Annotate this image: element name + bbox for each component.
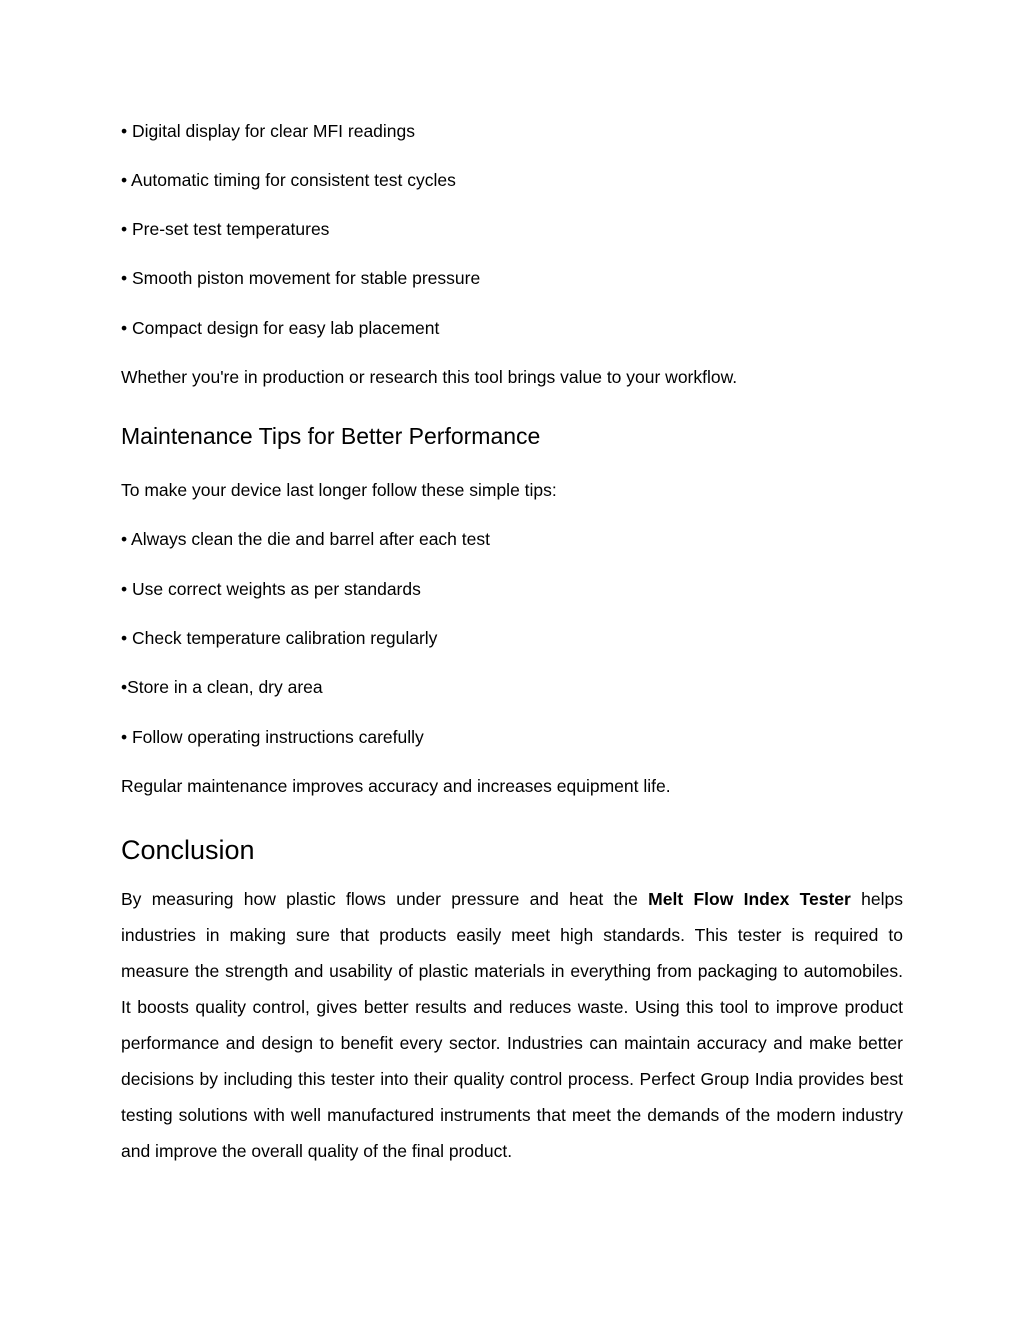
feature-item-smooth-piston: • Smooth piston movement for stable pressure <box>121 268 481 288</box>
conclusion-paragraph <box>121 881 903 1169</box>
maintenance-item-calibration: • Check temperature calibration regularly <box>121 628 438 648</box>
maintenance-heading: Maintenance Tips for Better Performance <box>121 423 541 449</box>
maintenance-intro: To make your device last longer follow these simple tips: <box>121 480 557 500</box>
maintenance-closing-text: Regular maintenance improves accuracy and increases equipment life. <box>121 776 671 796</box>
conclusion-heading: Conclusion <box>121 835 255 865</box>
conclusion-text-rest: helps industries in making sure that products easily meet high standards. This tester is required to measure the strength and usability of plastic materials in everything from packaging to automobiles. It boosts quality control, gives better results and reduces waste. Using this tool to improve product performance and design to benefit every sector. Industries can maintain accuracy and make better decisions by including this tester into their quality control process. Perfect Group India provides best testing solutions with well manufactured instruments that meet the demands of the modern industry and improve the overall quality of the final product. <box>121 889 903 1161</box>
feature-item-compact-design: • Compact design for easy lab placement <box>121 318 440 338</box>
conclusion-text-start: By measuring how plastic flows under pressure and heat the <box>121 889 649 909</box>
feature-item-preset-temperatures: • Pre-set test temperatures <box>121 219 330 239</box>
product-name-bold: Melt Flow Index Tester <box>648 889 851 909</box>
feature-item-digital-display: • Digital display for clear MFI readings <box>121 121 416 141</box>
features-closing-text: Whether you're in production or research this tool brings value to your workflow. <box>121 367 738 387</box>
maintenance-item-store-dry: •Store in a clean, dry area <box>121 677 323 697</box>
maintenance-item-clean-die: • Always clean the die and barrel after each test <box>121 529 490 549</box>
feature-item-automatic-timing: • Automatic timing for consistent test cycles <box>121 170 456 190</box>
maintenance-item-correct-weights: • Use correct weights as per standards <box>121 579 421 599</box>
maintenance-item-follow-instructions: • Follow operating instructions carefully <box>121 727 424 747</box>
